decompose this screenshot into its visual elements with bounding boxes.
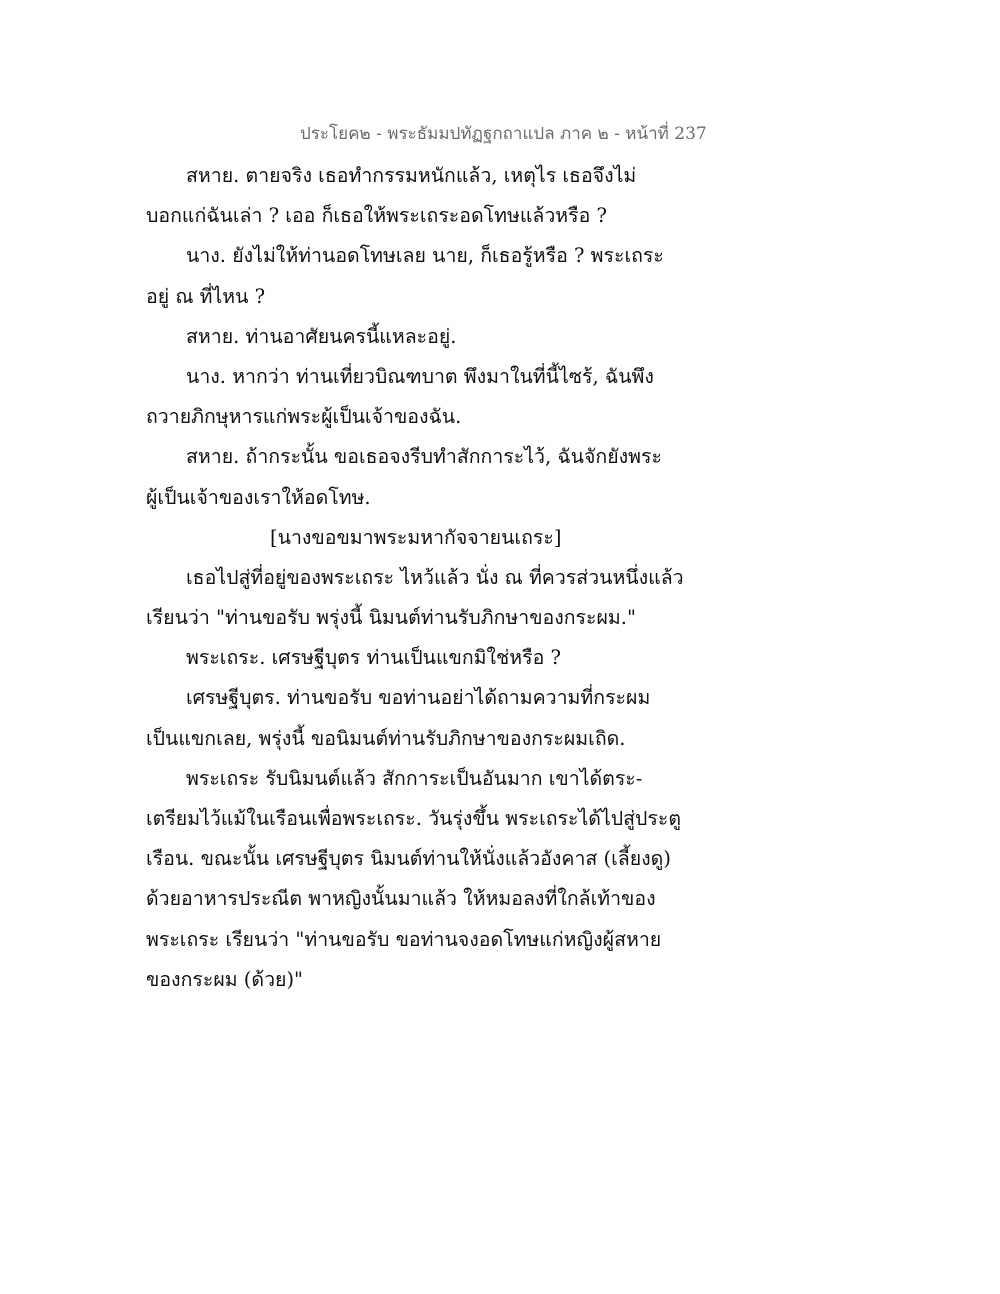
- text-line-6: นาง. หากว่า ท่านเที่ยวบิณฑบาต พึงมาในที่นี้ไซร้, ฉันพึง: [186, 364, 654, 388]
- text-line-17: เตรียมไว้แม้ในเรือนเพื่อพระเถระ. วันรุ่งขึ้น พระเถระได้ไปสู่ประตู: [146, 807, 682, 830]
- text-line-5: สหาย. ท่านอาศัยนครนี้แหละอยู่.: [186, 324, 457, 348]
- body-text: [146, 156, 706, 1000]
- text-line-18: เรือน. ขณะนั้น เศรษฐีบุตร นิมนต์ท่านให้นั่งแล้วอังคาส (เลี้ยงดู): [146, 847, 671, 871]
- text-line-9: ผู้เป็นเจ้าของเราให้อดโทษ.: [146, 485, 371, 509]
- text-line-14: เศรษฐีบุตร. ท่านขอรับ ขอท่านอย่าได้ถามความที่กระผม: [186, 686, 651, 710]
- text-line-2: บอกแก่ฉันเล่า ? เออ ก็เธอให้พระเถระอดโทษแล้วหรือ ?: [146, 204, 607, 228]
- text-line-4: อยู่ ณ ที่ไหน ?: [146, 284, 266, 308]
- text-line-19: ด้วยอาหารประณีต พาหญิงนั้นมาแล้ว ให้หมอลงที่ใกล้เท้าของ: [146, 887, 656, 911]
- text-line-11: เธอไปสู่ที่อยู่ของพระเถระ ไหว้แล้ว นั่ง ณ ที่ควรส่วนหนึ่งแล้ว: [186, 565, 684, 589]
- section-subheading: [นางขอขมาพระมหากัจจายนเถระ]: [270, 525, 562, 549]
- text-line-1: สหาย. ตายจริง เธอทำกรรมหนักแล้ว, เหตุไร เธอจึงไม่: [186, 164, 637, 187]
- text-line-15: เป็นแขกเลย, พรุ่งนี้ ขอนิมนต์ท่านรับภิกษาของกระผมเถิด.: [146, 726, 626, 750]
- text-line-12: เรียนว่า "ท่านขอรับ พรุ่งนี้ นิมนต์ท่านรับภิกษาของกระผม.": [146, 606, 636, 630]
- text-line-13: พระเถระ. เศรษฐีบุตร ท่านเป็นแขกมิใช่หรือ ?: [186, 646, 561, 670]
- text-line-16: พระเถระ รับนิมนต์แล้ว สักการะเป็นอันมาก เขาได้ตระ-: [186, 766, 643, 790]
- text-line-8: สหาย. ถ้ากระนั้น ขอเธอจงรีบทำสักการะไว้, ฉันจักยังพระ: [186, 445, 662, 469]
- text-line-3: นาง. ยังไม่ให้ท่านอดโทษเลย นาย, ก็เธอรู้หรือ ? พระเถระ: [186, 244, 664, 268]
- text-line-21: ของกระผม (ด้วย)": [146, 967, 304, 991]
- text-line-20: พระเถระ เรียนว่า "ท่านขอรับ ขอท่านจงอดโทษแก่หญิงผู้สหาย: [146, 927, 662, 951]
- running-header: ประโยค๒ - พระธัมมปทัฏฐกถาแปล ภาค ๒ - หน้าที่ 237: [300, 124, 707, 144]
- text-line-7: ถวายภิกษุหารแก่พระผู้เป็นเจ้าของฉัน.: [146, 405, 462, 429]
